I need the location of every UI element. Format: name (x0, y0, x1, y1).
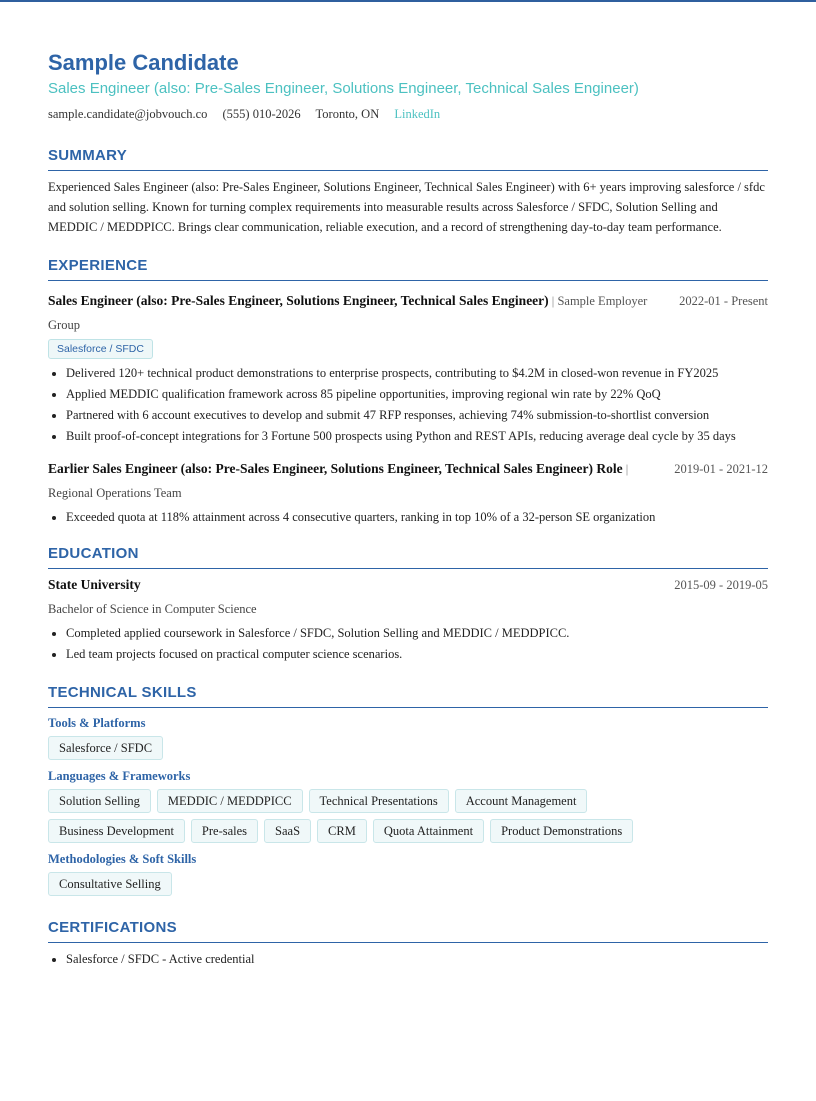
skill-chip: Solution Selling (48, 789, 151, 813)
school-name: State University (48, 577, 141, 592)
degree-text: Bachelor of Science in Computer Science (48, 602, 257, 616)
job-header (48, 459, 768, 479)
skill-chip: CRM (317, 819, 367, 843)
skill-chip: Salesforce / SFDC (48, 736, 163, 760)
education-dates: 2015-09 - 2019-05 (674, 578, 768, 592)
job-subline: Group (48, 318, 80, 332)
certifications-heading: CERTIFICATIONS (48, 918, 768, 943)
job-dates: 2022-01 - Present (679, 294, 768, 308)
linkedin-link[interactable]: LinkedIn (394, 107, 441, 121)
job-subline: Regional Operations Team (48, 486, 182, 500)
email-text[interactable]: sample.candidate@jobvouch.co (48, 107, 208, 121)
skill-chip: Technical Presentations (309, 789, 449, 813)
skill-chip: Consultative Selling (48, 872, 172, 896)
education-heading: EDUCATION (48, 544, 768, 569)
experience-section (48, 256, 768, 528)
phone-text: (555) 010-2026 (222, 107, 301, 121)
list-item: • Led team projects focused on practical computer science scenarios. (66, 644, 768, 665)
skill-chip: Pre-sales (191, 819, 258, 843)
list-item: • Exceeded quota at 118% attainment across 4 consecutive quarters, ranking in top 10% of a 32-person SE organization (66, 507, 768, 528)
education-header (48, 575, 768, 595)
skills-heading: TECHNICAL SKILLS (48, 683, 768, 708)
job-skill-tag: Salesforce / SFDC (48, 339, 153, 359)
job-bullets (48, 507, 768, 528)
skill-chip: Account Management (455, 789, 588, 813)
candidate-name: Sample Candidate (48, 50, 239, 75)
education-bullets (48, 623, 768, 665)
candidate-headline: Sales Engineer (also: Pre-Sales Engineer, Solutions Engineer, Technical Sales Engineer) (48, 80, 639, 97)
list-item: • Delivered 120+ technical product demonstrations to enterprise prospects, contributing to $4.2M in closed-won revenue in FY2025 (66, 363, 768, 384)
skill-group-title: Methodologies & Soft Skills (48, 852, 197, 866)
list-item: • Partnered with 6 account executives to develop and submit 47 RFP responses, achieving 74% submission-to-shortlist conversion (66, 405, 768, 426)
summary-text: Experienced Sales Engineer (also: Pre-Sales Engineer, Solutions Engineer, Technical Sales Engineer) with 6+ years improving salesforce / sfdc and solution selling. Known for turning complex requirements into measurable results across Salesforce / SFDC, Solution Selling and MEDDIC / MEDDPICC. Brings clear communication, reliable execution, and a record of strengthening day-to-day team performance. (48, 180, 765, 234)
job-header (48, 291, 768, 311)
resume-page (0, 49, 816, 970)
location-text: Toronto, ON (315, 107, 380, 121)
skill-chip: Product Demonstrations (490, 819, 633, 843)
summary-section (48, 146, 768, 237)
skill-chips (48, 872, 728, 896)
job-bullets (48, 363, 768, 447)
job-employer: Sample Employer (557, 294, 648, 308)
education-section (48, 544, 768, 665)
job-title: Sales Engineer (also: Pre-Sales Engineer, Solutions Engineer, Technical Sales Engineer) (48, 293, 549, 308)
skill-chip: Business Development (48, 819, 185, 843)
summary-heading: SUMMARY (48, 146, 768, 171)
job-separator: | (551, 294, 555, 308)
list-item: • Salesforce / SFDC - Active credential (66, 949, 768, 970)
job-title: Earlier Sales Engineer (also: Pre-Sales Engineer, Solutions Engineer, Technical Sales Engineer) Role (48, 461, 623, 476)
experience-heading: EXPERIENCE (48, 256, 768, 281)
certifications-section (48, 918, 768, 970)
skill-chips (48, 736, 728, 760)
contact-line (48, 105, 768, 123)
list-item: • Applied MEDDIC qualification framework across 85 pipeline opportunities, improving regional win rate by 22% QoQ (66, 384, 768, 405)
job-dates: 2019-01 - 2021-12 (674, 462, 768, 476)
skill-chips (48, 789, 728, 843)
skill-chip: SaaS (264, 819, 311, 843)
list-item: • Built proof-of-concept integrations for 3 Fortune 500 prospects using Python and REST APIs, reducing average deal cycle by 35 days (66, 426, 768, 447)
skill-group-title: Languages & Frameworks (48, 769, 191, 783)
list-item: • Completed applied coursework in Salesforce / SFDC, Solution Selling and MEDDIC / MEDDPICC. (66, 623, 768, 644)
job-entry (48, 459, 768, 528)
skill-group-title: Tools & Platforms (48, 716, 146, 730)
skill-chip: Quota Attainment (373, 819, 484, 843)
skill-chip: MEDDIC / MEDDPICC (157, 789, 303, 813)
job-separator: | (625, 462, 629, 476)
job-entry (48, 291, 768, 447)
certification-list (48, 949, 768, 970)
skills-section (48, 683, 768, 896)
